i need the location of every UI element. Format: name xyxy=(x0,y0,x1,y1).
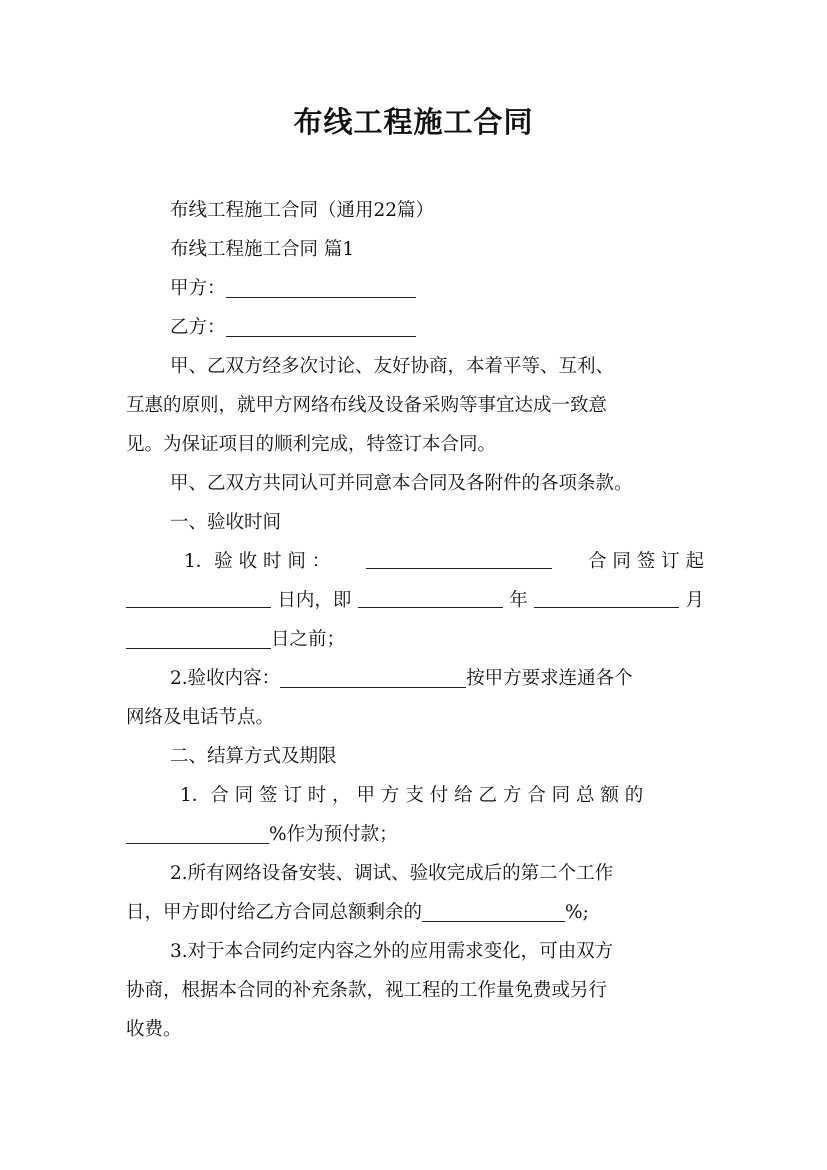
clause-text: 合 同 签 订 起 xyxy=(587,551,704,572)
party-b-label: 乙方： xyxy=(170,317,226,338)
fill-blank xyxy=(126,581,271,608)
paragraph-line: 3.对于本合同约定内容之外的应用需求变化，可由双方 xyxy=(170,941,614,962)
clause-text: %作为预付款； xyxy=(269,824,398,845)
clause-text: 1．验 收 时 间 ： xyxy=(184,551,331,572)
paragraph-line: 见。为保证项目的顺利完成，特签订本合同。 xyxy=(126,434,497,455)
clause-text: 日之前； xyxy=(271,629,346,650)
fill-blank xyxy=(422,895,565,922)
clause-line: 1．合 同 签 订 时 ， 甲 方 支 付 给 乙 方 合 同 总 额 的 xyxy=(180,785,644,806)
party-b-line xyxy=(170,308,704,347)
clause-line xyxy=(126,581,704,620)
paragraph-line: 互惠的原则，就甲方网络布线及设备采购等事宜达成一致意 xyxy=(126,395,608,416)
paragraph-line: 收费。 xyxy=(126,1019,182,1040)
fill-blank xyxy=(126,817,269,844)
fill-blank xyxy=(126,622,271,649)
document-title: 布线工程施工合同 xyxy=(293,105,534,139)
clause-line xyxy=(126,620,704,659)
clause-line xyxy=(170,659,704,698)
fill-blank xyxy=(358,581,503,608)
party-a-label: 甲方： xyxy=(170,278,226,299)
paragraph-line: 甲、乙双方经多次讨论、友好协商，本着平等、互利、 xyxy=(170,356,615,377)
fill-blank xyxy=(280,661,466,688)
subtitle-line: 布线工程施工合同（通用22篇） xyxy=(170,200,435,221)
clause-text: 月 xyxy=(685,590,704,611)
paragraph-line: 2.所有网络设备安装、调试、验收完成后的第二个工作 xyxy=(170,863,614,884)
clause-line xyxy=(184,542,704,581)
section-heading-settlement: 二、结算方式及期限 xyxy=(170,746,337,767)
paragraph-line: 协商，根据本合同的补充条款，视工程的工作量免费或另行 xyxy=(126,980,608,1001)
clause-text: 2.验收内容： xyxy=(170,668,281,689)
clause-text: 日，甲方即付给乙方合同总额剩余的 xyxy=(126,902,423,923)
clause-text: 日内，即 xyxy=(277,590,352,611)
clause-text: %; xyxy=(565,902,589,923)
party-a-blank xyxy=(226,271,416,298)
fill-blank xyxy=(366,542,552,569)
clause-line xyxy=(126,815,704,854)
section-heading-acceptance: 一、验收时间 xyxy=(170,512,282,533)
clause-text: 按甲方要求连通各个 xyxy=(466,668,633,689)
party-b-blank xyxy=(226,310,416,337)
party-a-line xyxy=(170,269,704,308)
paragraph-line: 甲、乙双方共同认可并同意本合同及各附件的各项条款。 xyxy=(170,473,633,494)
clause-text: 年 xyxy=(509,590,528,611)
fill-blank xyxy=(534,581,679,608)
section-heading-1: 布线工程施工合同 篇1 xyxy=(170,239,355,260)
paragraph-line: 网络及电话节点。 xyxy=(126,707,275,728)
clause-line xyxy=(126,893,704,932)
